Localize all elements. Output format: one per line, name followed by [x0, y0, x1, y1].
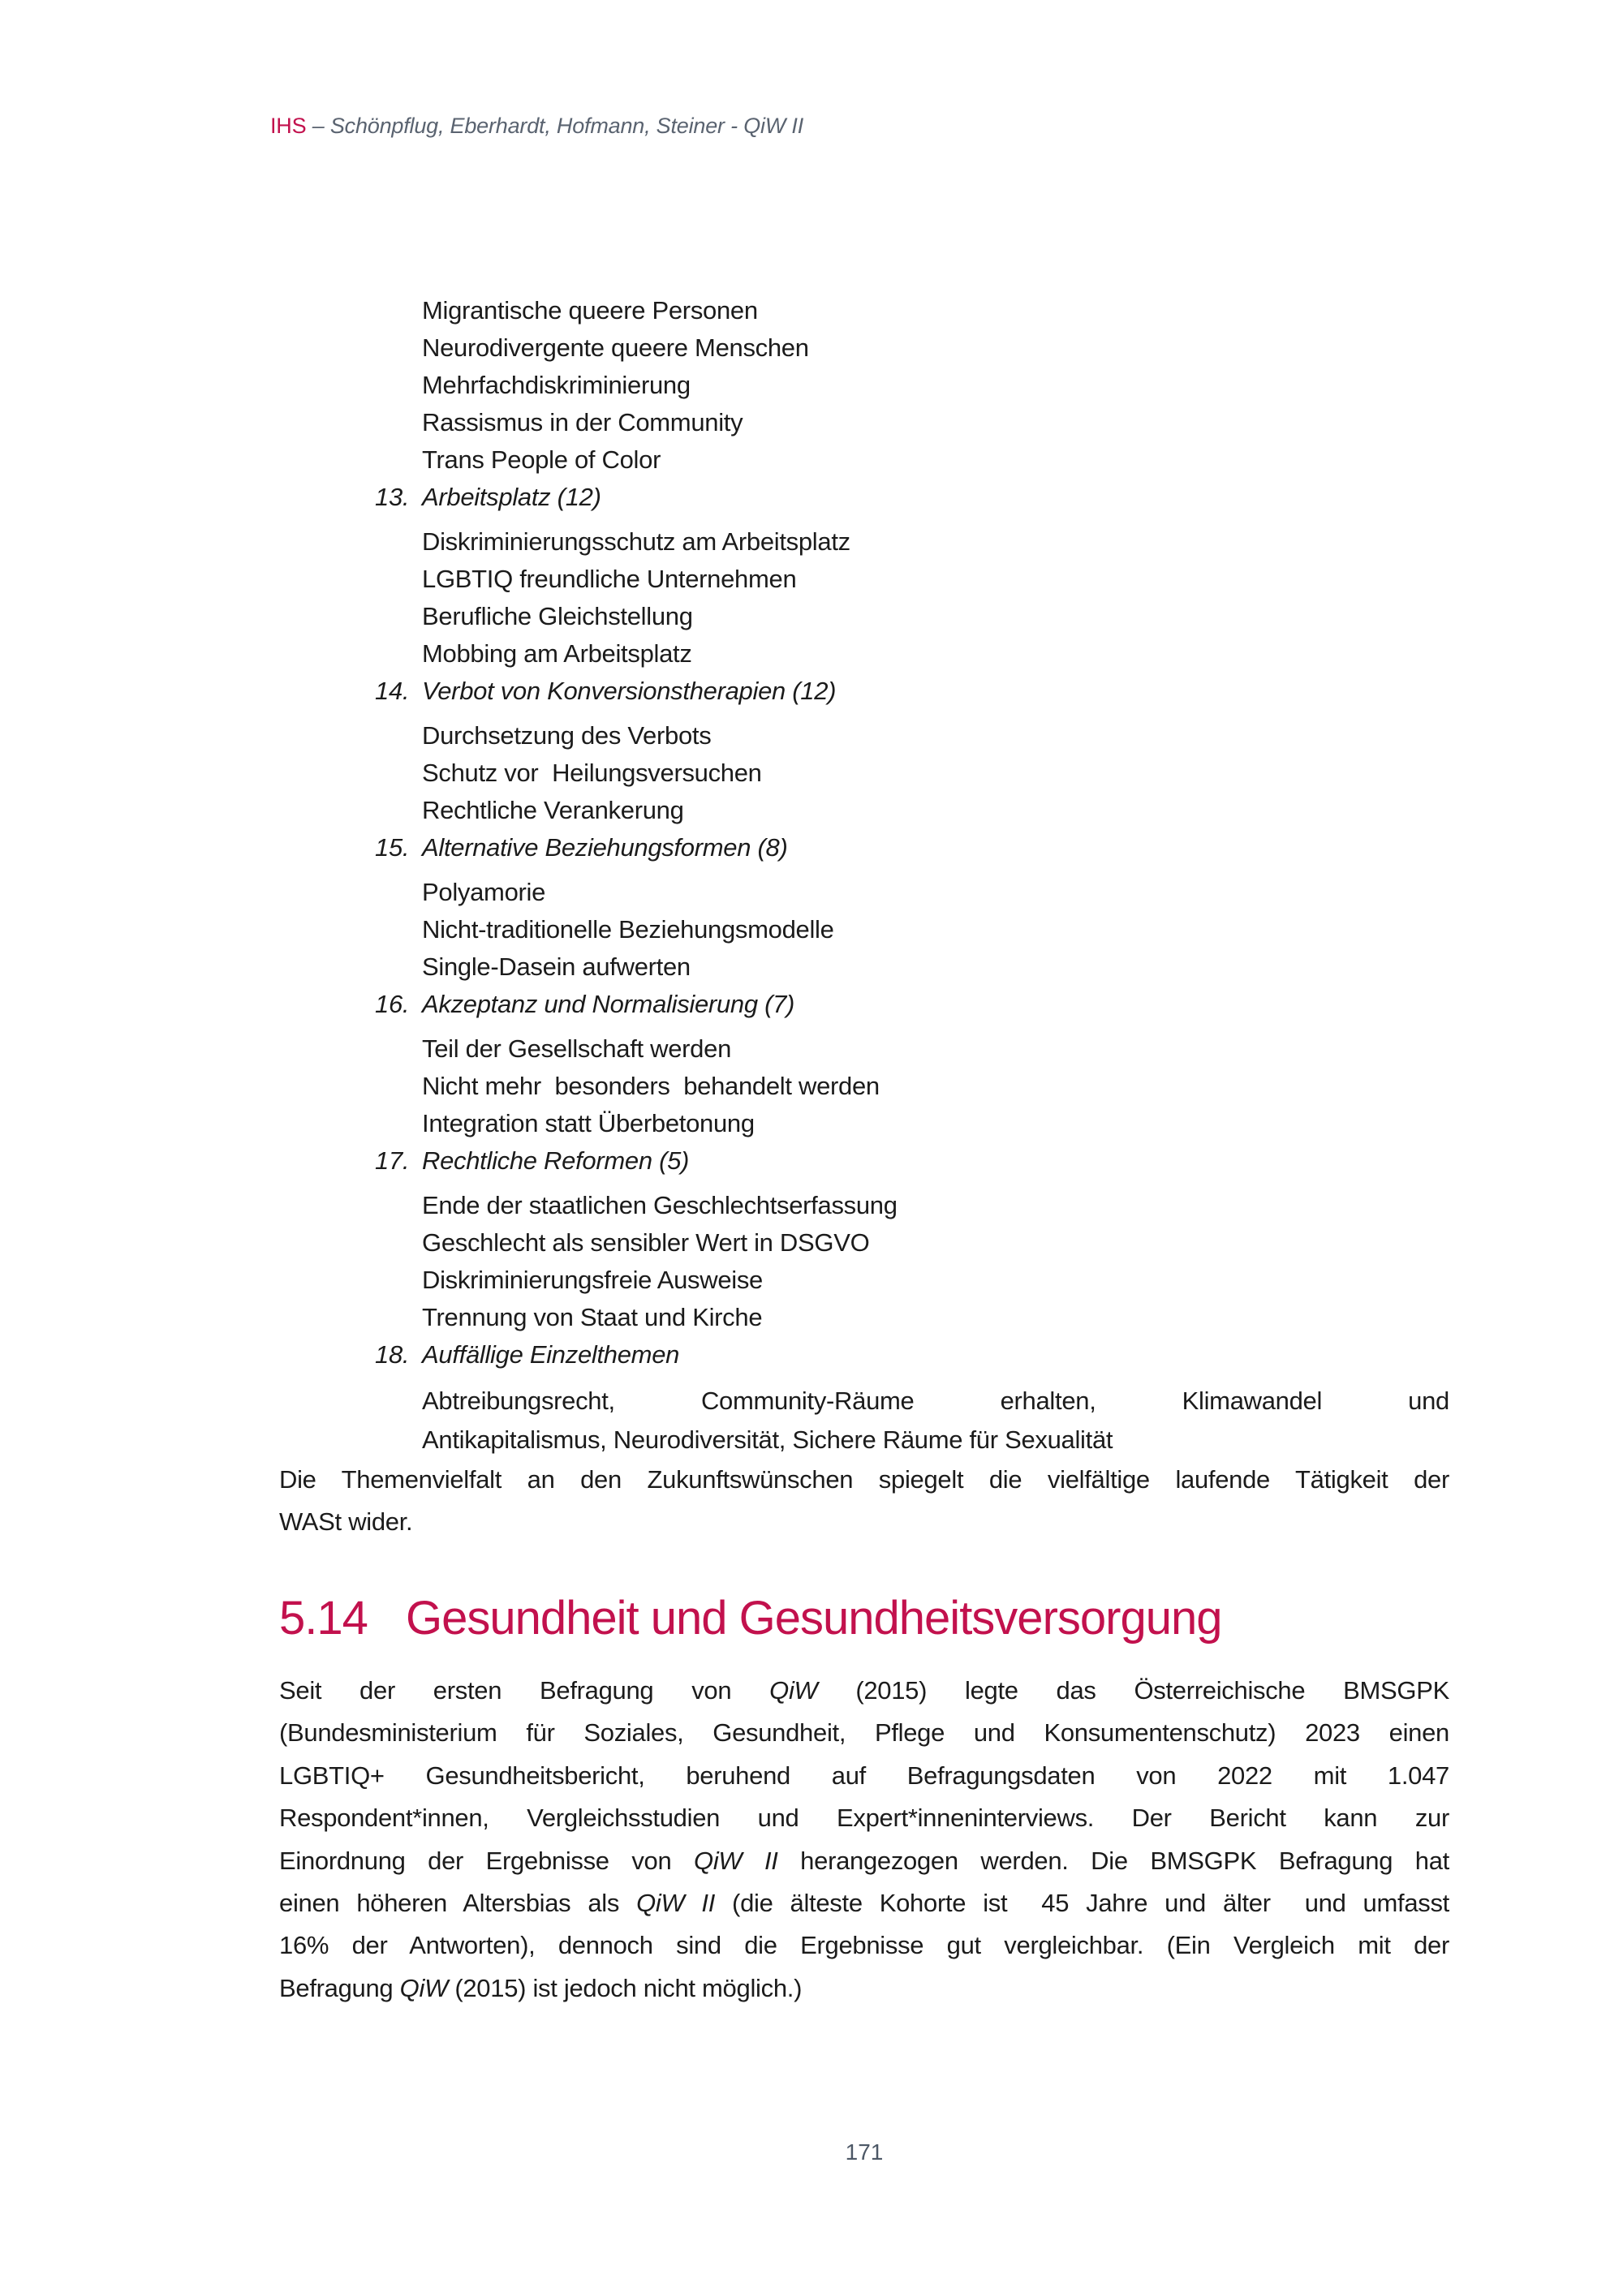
section-heading: [279, 1592, 1496, 1645]
list-entry-title: [279, 479, 1449, 516]
header-brand: IHS: [270, 114, 307, 138]
text-segment: (die älteste Kohorte ist 45 Jahre und älter und umfasst: [715, 1889, 1449, 1918]
text-segment: Trans People of Color: [422, 445, 661, 474]
text-segment: herangezogen werden. Die BMSGPK Befragung hat: [777, 1846, 1449, 1875]
list-sub-item: [279, 635, 1449, 673]
paragraph-line: [279, 1501, 1449, 1543]
list-entry-title-text: Arbeitsplatz (12): [422, 483, 601, 511]
text-segment: Integration statt Überbetonung: [422, 1109, 755, 1137]
italic-text-segment: QiW: [769, 1676, 818, 1705]
list-entry-title-text: Rechtliche Reformen (5): [422, 1146, 690, 1175]
list-entry-title-text: Alternative Beziehungsformen (8): [422, 833, 788, 862]
list-entry-title-text: Auffällige Einzelthemen: [422, 1340, 680, 1369]
paragraph-line: [279, 1882, 1449, 1924]
paragraph-line: [279, 1967, 1449, 2010]
list-sub-item: [279, 755, 1449, 792]
text-segment: Geschlecht als sensibler Wert in DSGVO: [422, 1228, 870, 1257]
text-segment: 16% der Antworten), dennoch sind die Ergebnisse gut vergleichbar. (Ein Vergleich mit der: [279, 1931, 1449, 1960]
text-segment: WASt wider.: [279, 1507, 413, 1537]
section-number: 5.14: [279, 1592, 368, 1645]
paragraph-line: [279, 1459, 1449, 1501]
list-sub-item: [279, 523, 1449, 561]
text-segment: Ende der staatlichen Geschlechtserfassung: [422, 1191, 898, 1219]
text-segment: Mehrfachdiskriminierung: [422, 371, 691, 399]
text-segment: Rassismus in der Community: [422, 408, 743, 436]
list-entry-title: [279, 1142, 1449, 1180]
text-segment: Teil der Gesellschaft werden: [422, 1034, 732, 1063]
text-segment: Polyamorie: [422, 878, 546, 906]
list-sub-item: [279, 1187, 1449, 1224]
italic-text-segment: QiW: [399, 1973, 449, 2002]
list-sub-item: [279, 404, 1449, 441]
text-segment: Trennung von Staat und Kirche: [422, 1303, 763, 1331]
text-segment: Abtreibungsrecht, Community-Räume erhalten, Klimawandel und: [422, 1387, 1449, 1415]
list-sub-item: [279, 561, 1449, 598]
list-sub-item: [279, 1381, 1449, 1421]
text-segment: Mobbing am Arbeitsplatz: [422, 639, 692, 668]
intro-paragraph: [279, 1459, 1449, 1544]
list-entry-number: 17.: [375, 1146, 410, 1175]
italic-text-segment: QiW II: [694, 1846, 778, 1875]
paragraph-line: [279, 1840, 1449, 1882]
list-entry: [279, 1142, 1449, 1336]
text-segment: Seit der ersten Befragung von: [279, 1676, 770, 1705]
text-segment: Durchsetzung des Verbots: [422, 721, 712, 750]
page-header: [270, 112, 803, 140]
list-sub-item: [279, 792, 1449, 829]
list-sub-item: [279, 911, 1449, 948]
list-sub-item: [279, 874, 1449, 911]
list-entry-number: 18.: [375, 1340, 410, 1369]
text-segment: LGBTIQ freundliche Unternehmen: [422, 565, 797, 593]
text-segment: Diskriminierungsschutz am Arbeitsplatz: [422, 527, 850, 556]
list-sub-item: [279, 717, 1449, 755]
paragraph-line: [279, 1712, 1449, 1754]
list-entry: [279, 1336, 1449, 1459]
text-segment: Antikapitalismus, Neurodiversität, Sichere Räume für Sexualität: [422, 1425, 1113, 1454]
text-segment: (2015) ist jedoch nicht möglich.): [448, 1973, 803, 2002]
list-entry-number: 16.: [375, 990, 410, 1018]
list-entry-number: 14.: [375, 677, 410, 705]
list-sub-item: [279, 367, 1449, 404]
header-authors: – Schönpflug, Eberhardt, Hofmann, Steiner - QiW II: [306, 114, 804, 138]
page-number: 171: [845, 2139, 884, 2165]
list-entry: [279, 986, 1449, 1142]
text-segment: Die Themenvielfalt an den Zukunftswünschen spiegelt die vielfältige laufende Tätigkeit der: [279, 1465, 1449, 1494]
future-wishes-list: [279, 292, 1449, 1459]
text-segment: Nicht mehr besonders behandelt werden: [422, 1072, 880, 1100]
text-segment: einen höheren Altersbias als: [279, 1889, 637, 1918]
list-entry-number: 13.: [375, 483, 410, 511]
list-sub-item: [279, 1421, 1449, 1459]
text-segment: Befragung: [279, 1973, 400, 2002]
text-segment: Respondent*innen, Vergleichsstudien und Expert*inneninterviews. Der Bericht kann zur: [279, 1804, 1449, 1833]
text-segment: Berufliche Gleichstellung: [422, 602, 693, 630]
text-segment: LGBTIQ+ Gesundheitsbericht, beruhend auf Befragungsdaten von 2022 mit 1.047: [279, 1761, 1449, 1790]
list-sub-item: [279, 1105, 1449, 1142]
section-title: Gesundheit und Gesundheitsversorgung: [406, 1592, 1222, 1645]
text-segment: Nicht-traditionelle Beziehungsmodelle: [422, 915, 834, 944]
paragraph-line: [279, 1670, 1449, 1712]
text-segment: Schutz vor Heilungsversuchen: [422, 759, 762, 787]
list-entry: [279, 673, 1449, 829]
list-entry-title: [279, 986, 1449, 1023]
list-entry-title-text: Verbot von Konversionstherapien (12): [422, 677, 837, 705]
text-segment: Diskriminierungsfreie Ausweise: [422, 1266, 763, 1294]
list-entry-number: 15.: [375, 833, 410, 862]
text-segment: Neurodivergente queere Menschen: [422, 333, 809, 362]
paragraph-line: [279, 1797, 1449, 1839]
list-sub-item: [279, 948, 1449, 986]
list-entry-title: [279, 1336, 1449, 1374]
list-sub-item: [279, 441, 1449, 479]
text-segment: (2015) legte das Österreichische BMSGPK: [817, 1676, 1449, 1705]
text-segment: Rechtliche Verankerung: [422, 796, 684, 824]
list-sub-item: [279, 292, 1449, 329]
list-entry-title: [279, 673, 1449, 710]
list-entry-title: [279, 829, 1449, 866]
list-entry: [279, 479, 1449, 673]
text-segment: Einordnung der Ergebnisse von: [279, 1846, 695, 1875]
paragraph-line: [279, 1755, 1449, 1797]
list-entry-title-text: Akzeptanz und Normalisierung (7): [422, 990, 795, 1018]
body-paragraph: [279, 1670, 1449, 2010]
list-sub-item: [279, 1299, 1449, 1336]
list-sub-item: [279, 1262, 1449, 1299]
list-sub-item: [279, 1224, 1449, 1262]
list-sub-item: [279, 1030, 1449, 1068]
italic-text-segment: QiW II: [636, 1889, 716, 1918]
text-segment: (Bundesministerium für Soziales, Gesundheit, Pflege und Konsumentenschutz) 2023 einen: [279, 1718, 1449, 1748]
list-sub-item: [279, 329, 1449, 367]
list-sub-item: [279, 1068, 1449, 1105]
text-segment: Single-Dasein aufwerten: [422, 952, 691, 981]
text-segment: Migrantische queere Personen: [422, 296, 758, 325]
paragraph-line: [279, 1924, 1449, 1967]
list-sub-item: [279, 598, 1449, 635]
list-entry: [279, 829, 1449, 986]
